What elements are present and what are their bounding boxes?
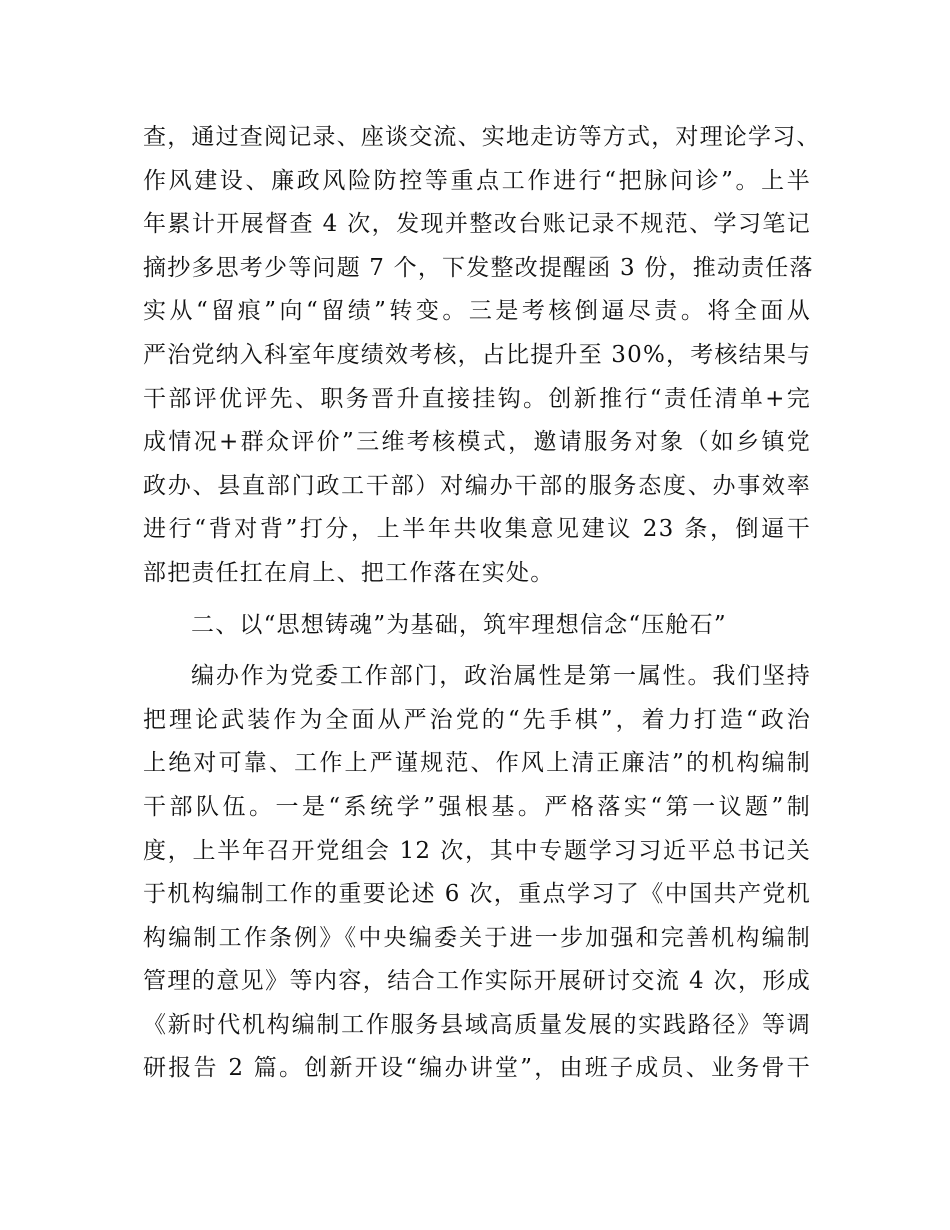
paragraph-accountability (143, 116, 821, 596)
text-line: 部把责任扛在肩上、把工作落在实处。 (143, 559, 555, 586)
text-line: 编办作为党委工作部门，政治属性是第一属性。我们坚持 (191, 663, 811, 690)
text-line: 度，上半年召开党组会 12 次，其中专题学习习近平总书记关 (143, 837, 811, 864)
text-line: 政办、县直部门政工干部）对编办干部的服务态度、办事效率 (143, 472, 811, 499)
text-line: 成情况+群众评价”三维考核模式，邀请服务对象（如乡镇党 (143, 429, 811, 456)
paragraph-ideology (143, 655, 811, 1091)
text-line: 干部队伍。一是“系统学”强根基。严格落实“第一议题”制 (143, 793, 811, 820)
text-line: 《新时代机构编制工作服务县域高质量发展的实践路径》等调 (143, 1011, 811, 1038)
text-line: 管理的意见》等内容，结合工作实际开展研讨交流 4 次，形成 (143, 968, 811, 995)
text-line: 作风建设、廉政风险防控等重点工作进行“把脉问诊”。上半 (143, 167, 811, 194)
text-line: 干部评优评先、职务晋升直接挂钩。创新推行“责任清单+完 (143, 385, 811, 412)
text-line: 年累计开展督查 4 次，发现并整改台账记录不规范、学习笔记 (143, 211, 811, 238)
text-line: 严治党纳入科室年度绩效考核，占比提升至 30%，考核结果与 (143, 341, 812, 368)
text-line: 查，通过查阅记录、座谈交流、实地走访等方式，对理论学习、 (143, 124, 821, 150)
text-line: 摘抄多思考少等问题 7 个，下发整改提醒函 3 份，推动责任落 (143, 254, 814, 281)
text-line: 于机构编制工作的重要论述 6 次，重点学习了《中国共产党机 (143, 881, 811, 908)
section-heading: 二、以“思想铸魂”为基础，筑牢理想信念“压舱石” (191, 611, 727, 638)
text-line: 把理论武装作为全面从严治党的“先手棋”，着力打造“政治 (143, 706, 811, 733)
text-line: 实从“留痕”向“留绩”转变。三是考核倒逼尽责。将全面从 (143, 298, 811, 325)
text-line: 上绝对可靠、工作上严谨规范、作风上清正廉洁”的机构编制 (143, 750, 811, 777)
text-line: 进行“背对背”打分，上半年共收集意见建议 23 条，倒逼干 (143, 516, 811, 543)
document-body (143, 116, 821, 1091)
text-line: 研报告 2 篇。创新开设“编办讲堂”，由班子成员、业务骨干 (143, 1055, 811, 1082)
text-line: 构编制工作条例》《中央编委关于进一步加强和完善机构编制 (143, 924, 811, 951)
